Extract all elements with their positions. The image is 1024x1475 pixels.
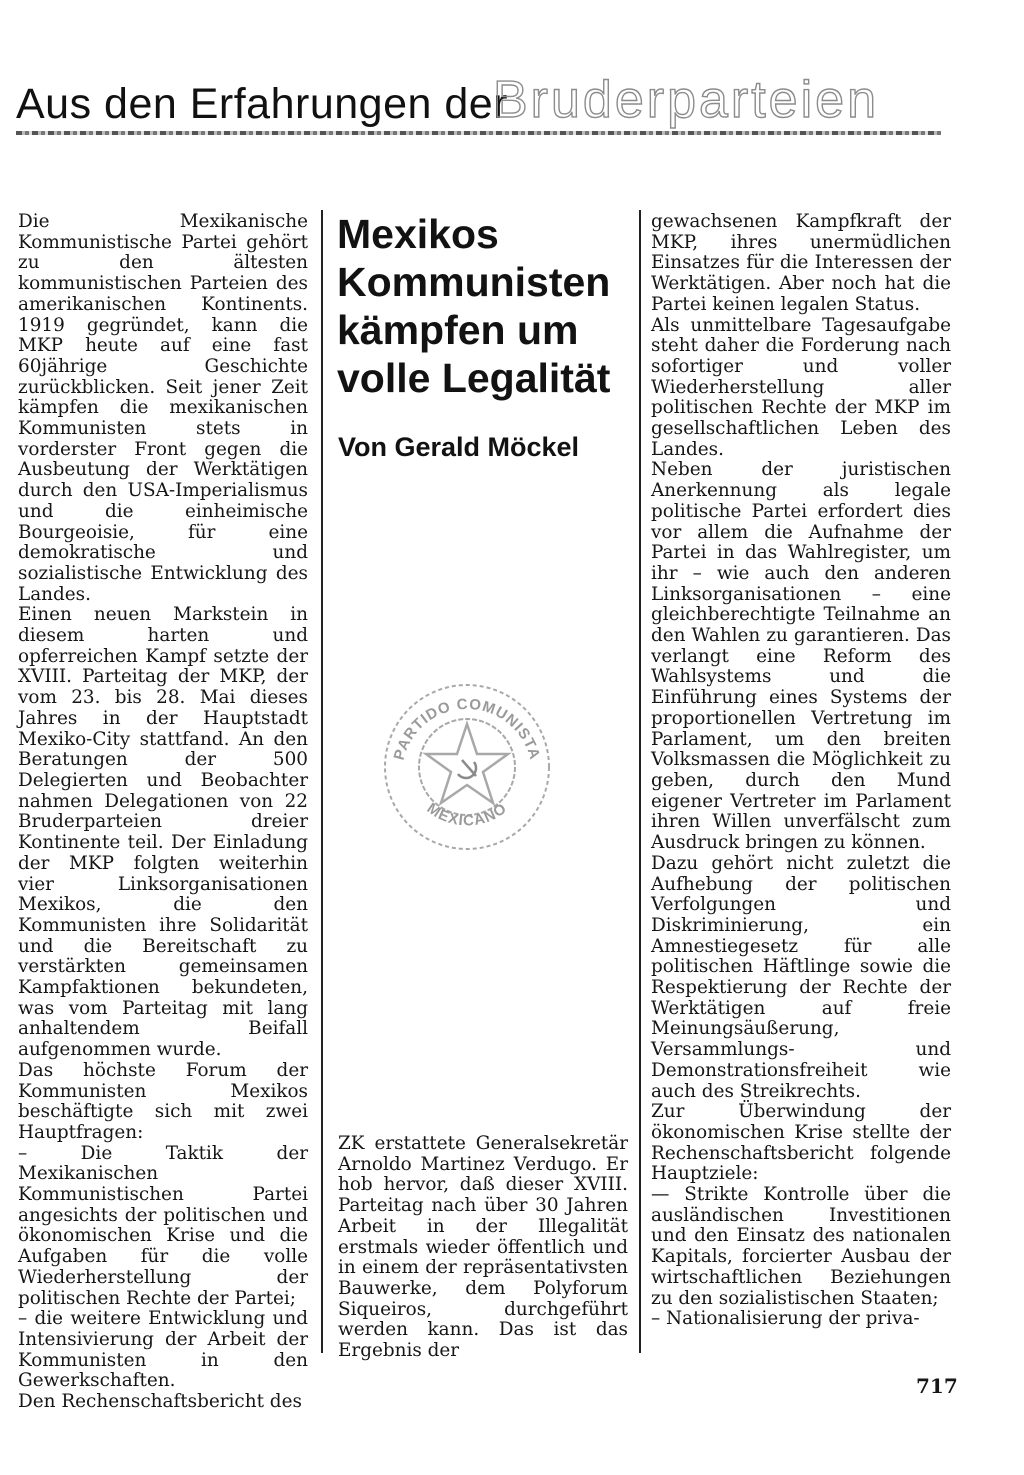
paragraph: Als unmittelbare Tagesaufgabe steht daher die Forderung nach sofortiger und voller Wiederherstellung aller politischen Rechte der MKP im gesellschaftlichen Leben des Landes.: [651, 314, 951, 460]
header-rule: [16, 131, 941, 135]
paragraph: – die weitere Entwicklung und Intensivierung der Arbeit der Kommunisten in den Gewerkschaften.: [18, 1308, 308, 1392]
stamp-bottom-text: MEXICANO: [423, 799, 511, 830]
paragraph: ZK erstattete Generalsekretär Arnoldo Martinez Verdugo. Er hob hervor, daß dieser XVIII. Parteitag nach über 30 Jahren Arbeit in der Illegalität erstmals wieder öffentlich und in einem der repräsentativsten Bauwerke, dem Polyforum Siqueiros, durchgeführt werden kann. Das ist das Ergebnis der: [338, 1133, 628, 1362]
column-divider-left: [321, 210, 323, 1353]
paragraph: — Strikte Kontrolle über die ausländischen Investitionen und den Einsatz des nationalen Kapitals, forcierter Ausbau der wirtschaftlichen Beziehungen zu den sozialistischen Staaten;: [651, 1184, 951, 1309]
svg-text:MEXICANO: [424, 800, 511, 830]
text-column-middle: [338, 1134, 628, 1362]
paragraph: Den Rechenschaftsbericht des: [18, 1391, 302, 1413]
text-column-right: [651, 212, 951, 1330]
text-column-left: [18, 212, 308, 1413]
article-title-line: kämpfen um: [337, 307, 579, 353]
article-author: Von Gerald Möckel: [338, 432, 580, 462]
article-title-line: Mexikos: [337, 211, 499, 257]
section-header: [16, 72, 956, 136]
paragraph: – Die Taktik der Mexikanischen Kommunistischen Partei angesichts der politischen und ökonomischen Krise und die Aufgaben für die volle Wiederherstellung der politischen Rechte der Partei;: [18, 1142, 308, 1309]
article-title-line: Kommunisten: [337, 259, 611, 305]
paragraph: Einen neuen Markstein in diesem harten und opferreichen Kampf setzte der XVIII. Parteitag der MKP, der vom 23. bis 28. Mai dieses Jahres in der Hauptstadt Mexiko-City stattfand. An den Beratungen der 500 Delegierten und Beobachter nahmen Delegationen von 22 Bruderparteien dreier Kontinente teil. Der Einladung der MKP folgten weiterhin vier Linksorganisationen Mexikos, die den Kommunisten ihre Solidarität und die Bereitschaft zu verstärkten gemeinsamen Kampfaktionen bekundeten, was vom Parteitag mit lang anhaltendem Beifall aufgenommen wurde.: [18, 604, 308, 1061]
party-stamp: [382, 682, 552, 852]
paragraph: – Nationalisierung der priva-: [651, 1308, 920, 1330]
article-title-line: volle Legalität: [337, 355, 611, 401]
paragraph: Neben der juristischen Anerkennung als legale politische Partei erfordert dies vor allem die Aufnahme der Partei in das Wahlregister, um ihr – wie auch den anderen Linksorganisationen – eine gleichberechtigte Teilnahme an den Wahlen zu garantieren. Das verlangt eine Reform des Wahlsystems und die Einführung eines Systems der proportionellen Vertretung im Parlament, um den breiten Volksmassen die Möglichkeit zu geben, durch den Mund eigener Vertreter im Parlament ihren Willen unverfälscht zum Ausdruck bringen zu können.: [651, 459, 951, 854]
page-number: 717: [916, 1374, 958, 1398]
section-header-faded: Bruderparteien: [493, 71, 879, 129]
paragraph: Zur Überwindung der ökonomischen Krise stellte der Rechenschaftsbericht folgende Hauptziele:: [651, 1101, 951, 1185]
paragraph: Das höchste Forum der Kommunisten Mexikos beschäftigte sich mit zwei Hauptfragen:: [18, 1059, 308, 1143]
paragraph: Dazu gehört nicht zuletzt die Aufhebung der politischen Verfolgungen und Diskriminierung, ein Amnestiegesetz für alle politischen Häftlinge sowie die Respektierung der Rechte der Werktätigen auf freie Meinungsäußerung, Versammlungs- und Demonstrationsfreiheit wie auch des Streikrechts.: [651, 852, 951, 1102]
paragraph: gewachsenen Kampfkraft der MKP, ihres unermüdlichen Einsatzes für die Interessen der Werktätigen. Aber noch hat die Partei keinen legalen Status.: [651, 211, 951, 315]
column-divider-right: [639, 210, 641, 1353]
paragraph: Die Mexikanische Kommunistische Partei gehört zu den ältesten kommunistischen Parteien des amerikanischen Kontinents. 1919 gegründet, kann die MKP heute auf eine fast 60jährige Geschichte zurückblicken. Seit jener Zeit kämpfen die mexikanischen Kommunisten stets in vorderster Front gegen die Ausbeutung der Werktätigen durch den USA-Imperialismus und die einheimische Bourgeoisie, für eine demokratische und sozialistische Entwicklung des Landes.: [18, 211, 308, 605]
stamp-top-text: PARTIDO COMUNISTA: [390, 695, 544, 763]
article-title: [337, 210, 637, 402]
section-header-main: Aus den Erfahrungen der: [16, 80, 508, 128]
